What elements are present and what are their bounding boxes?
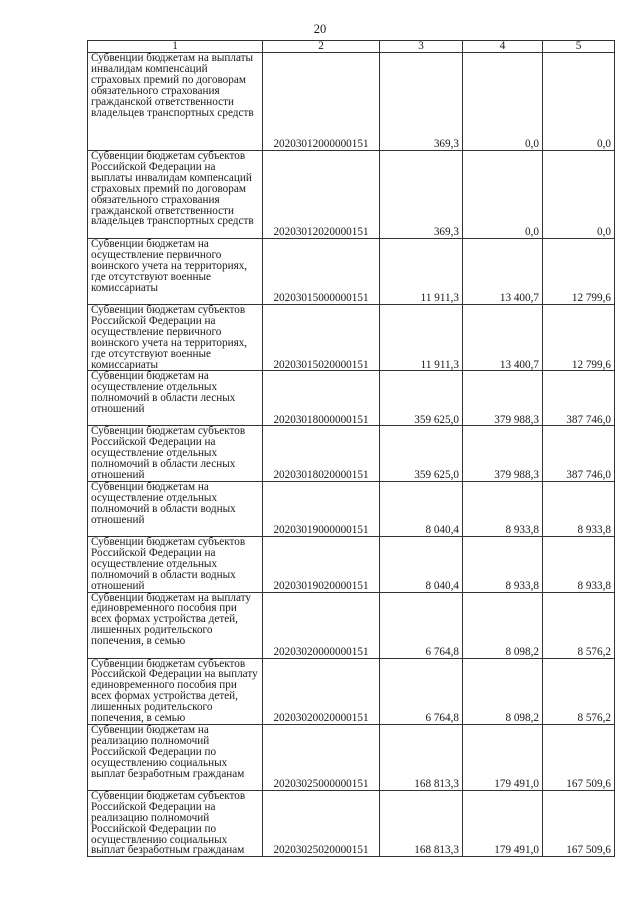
value-cell-col4: 0,0 [463,151,543,239]
value-cell-col4: 8 098,2 [463,658,543,724]
table-row [88,371,615,426]
budget-code-cell: 20203025000000151 [263,724,380,790]
budget-code-cell: 20203019020000151 [263,536,380,592]
table-row [88,790,615,856]
table-row [88,724,615,790]
value-cell-col5: 0,0 [543,151,615,239]
value-cell-col4: 8 933,8 [463,536,543,592]
value-cell-col3: 6 764,8 [380,592,463,658]
budget-code-cell: 20203012020000151 [263,151,380,239]
row-name-cell: Субвенции бюджетам на выплаты инвалидам компенсаций страховых премий по договорам обязательного страхования гражданской ответственности владельцев транспортных средств [88,53,263,151]
value-cell-col3: 8 040,4 [380,481,463,536]
value-cell-col5: 8 933,8 [543,536,615,592]
value-cell-col5: 167 509,6 [543,790,615,856]
budget-code-cell: 20203020000000151 [263,592,380,658]
budget-code-cell: 20203015020000151 [263,305,380,371]
table-row [88,151,615,239]
budget-code-cell: 20203012000000151 [263,53,380,151]
table-row [88,481,615,536]
value-cell-col3: 168 813,3 [380,790,463,856]
table-row [88,53,615,151]
row-name-cell: Субвенции бюджетам субъектов Российской Федерации на осуществление первичного воинского учета на территориях, где отсутствуют военные комиссариаты [88,305,263,371]
row-name-cell: Субвенции бюджетам на реализацию полномочий Российской Федерации по осуществлению социальных выплат безработным гражданам [88,724,263,790]
column-header: 5 [543,41,615,53]
budget-code-cell: 20203019000000151 [263,481,380,536]
column-header: 1 [88,41,263,53]
value-cell-col5: 387 746,0 [543,371,615,426]
column-header: 3 [380,41,463,53]
value-cell-col4: 13 400,7 [463,305,543,371]
value-cell-col5: 8 933,8 [543,481,615,536]
table-row [88,239,615,305]
budget-code-cell: 20203018020000151 [263,426,380,482]
value-cell-col3: 369,3 [380,53,463,151]
value-cell-col4: 379 988,3 [463,371,543,426]
budget-code-cell: 20203015000000151 [263,239,380,305]
table-row [88,592,615,658]
budget-code-cell: 20203025020000151 [263,790,380,856]
value-cell-col3: 359 625,0 [380,371,463,426]
value-cell-col5: 8 576,2 [543,592,615,658]
value-cell-col4: 179 491,0 [463,790,543,856]
column-header: 4 [463,41,543,53]
value-cell-col4: 8 098,2 [463,592,543,658]
value-cell-col3: 369,3 [380,151,463,239]
row-name-cell: Субвенции бюджетам субъектов Российской Федерации на выплаты инвалидам компенсаций страховых премий по договорам обязательного страхования гражданской ответственности владельцев транспортных средств [88,151,263,239]
value-cell-col3: 11 911,3 [380,239,463,305]
row-name-cell: Субвенции бюджетам субъектов Российской Федерации на выплату единовременного пособия при всех формах устройства детей, лишенных родительского попечения, в семью [88,658,263,724]
column-header: 2 [263,41,380,53]
row-name-cell: Субвенции бюджетам на осуществление отдельных полномочий в области лесных отношений [88,371,263,426]
value-cell-col5: 8 576,2 [543,658,615,724]
row-name-cell: Субвенции бюджетам субъектов Российской Федерации на осуществление отдельных полномочий в области лесных отношений [88,426,263,482]
row-name-cell: Субвенции бюджетам субъектов Российской Федерации на реализацию полномочий Российской Федерации по осуществлению социальных выплат безработным гражданам [88,790,263,856]
budget-table [87,40,615,857]
value-cell-col5: 0,0 [543,53,615,151]
value-cell-col4: 8 933,8 [463,481,543,536]
value-cell-col3: 8 040,4 [380,536,463,592]
table-row [88,426,615,482]
table-row [88,658,615,724]
value-cell-col4: 379 988,3 [463,426,543,482]
value-cell-col4: 0,0 [463,53,543,151]
budget-code-cell: 20203020020000151 [263,658,380,724]
value-cell-col4: 179 491,0 [463,724,543,790]
row-name-cell: Субвенции бюджетам на осуществление первичного воинского учета на территориях, где отсутствуют военные комиссариаты [88,239,263,305]
page-number: 20 [313,22,327,36]
table-row [88,305,615,371]
row-name-cell: Субвенции бюджетам на выплату единовременного пособия при всех формах устройства детей, лишенных родительского попечения, в семью [88,592,263,658]
value-cell-col4: 13 400,7 [463,239,543,305]
column-header-row [88,41,615,53]
row-name-cell: Субвенции бюджетам субъектов Российской Федерации на осуществление отдельных полномочий в области водных отношений [88,536,263,592]
value-cell-col3: 168 813,3 [380,724,463,790]
value-cell-col5: 167 509,6 [543,724,615,790]
value-cell-col5: 12 799,6 [543,305,615,371]
table-body [88,41,615,857]
row-name-cell: Субвенции бюджетам на осуществление отдельных полномочий в области водных отношений [88,481,263,536]
value-cell-col3: 6 764,8 [380,658,463,724]
value-cell-col5: 12 799,6 [543,239,615,305]
budget-code-cell: 20203018000000151 [263,371,380,426]
table-row [88,536,615,592]
value-cell-col5: 387 746,0 [543,426,615,482]
value-cell-col3: 359 625,0 [380,426,463,482]
value-cell-col3: 11 911,3 [380,305,463,371]
